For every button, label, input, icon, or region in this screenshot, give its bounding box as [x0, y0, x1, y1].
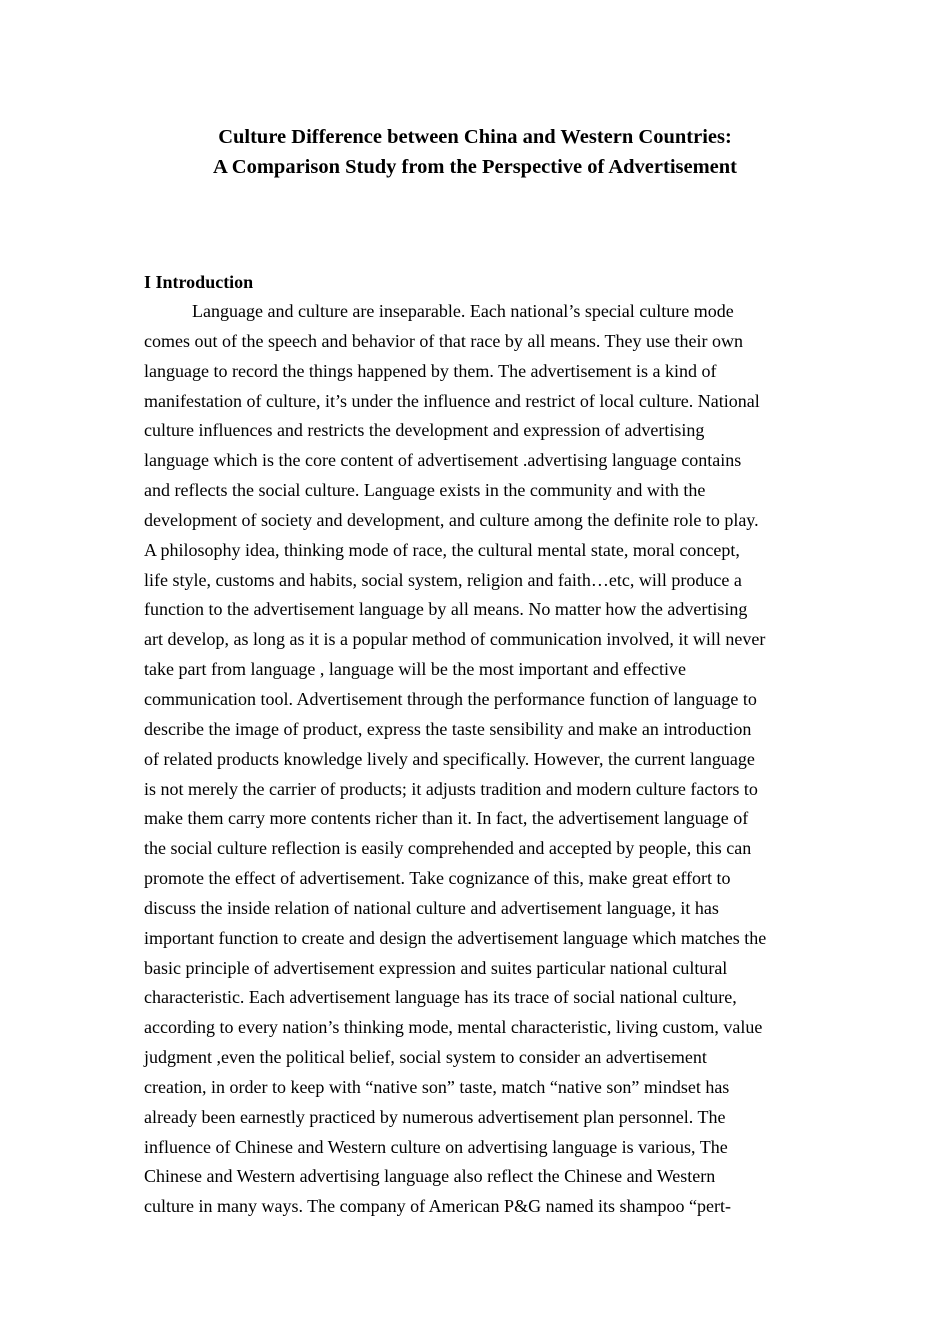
- body-line: and reflects the social culture. Language exists in the community and with the: [144, 480, 706, 501]
- body-line: discuss the inside relation of national culture and advertisement language, it has: [144, 897, 719, 918]
- body-line: is not merely the carrier of products; it adjusts tradition and modern culture factors to: [144, 778, 758, 799]
- body-line: culture influences and restricts the development and expression of advertising: [144, 420, 705, 441]
- body-line: influence of Chinese and Western culture on advertising language is various, The: [144, 1136, 728, 1157]
- body-line: Language and culture are inseparable. Each national’s special culture mode: [192, 301, 734, 321]
- title-line-1: Culture Difference between China and Western Countries:: [218, 126, 732, 148]
- body-line: A philosophy idea, thinking mode of race, the cultural mental state, moral concept,: [144, 539, 740, 560]
- body-line: function to the advertisement language by all means. No matter how the advertising: [144, 599, 748, 620]
- body-line: judgment ,even the political belief, social system to consider an advertisement: [144, 1047, 707, 1068]
- section-body: [144, 297, 766, 1222]
- body-line: manifestation of culture, it’s under the influence and restrict of local culture. National: [144, 390, 760, 411]
- body-line: comes out of the speech and behavior of that race by all means. They use their own: [144, 330, 743, 351]
- body-line: art develop, as long as it is a popular method of communication involved, it will never: [144, 629, 766, 650]
- body-line: characteristic. Each advertisement language has its trace of social national culture,: [144, 987, 737, 1008]
- section-heading: I Introduction: [144, 272, 254, 292]
- title-line-2: A Comparison Study from the Perspective of Advertisement: [212, 156, 737, 178]
- body-line: language to record the things happened by them. The advertisement is a kind of: [144, 360, 717, 381]
- body-line: life style, customs and habits, social system, religion and faith…etc, will produce a: [144, 569, 742, 590]
- body-line: important function to create and design the advertisement language which matches the: [144, 927, 767, 948]
- document-title: [0, 122, 950, 182]
- body-line: culture in many ways. The company of American P&G named its shampoo “pert-: [144, 1196, 732, 1217]
- body-line: of related products knowledge lively and specifically. However, the current language: [144, 748, 755, 769]
- body-line: already been earnestly practiced by numerous advertisement plan personnel. The: [144, 1106, 726, 1127]
- body-line: language which is the core content of advertisement .advertising language contains: [144, 450, 742, 471]
- body-line: development of society and development, and culture among the definite role to play.: [144, 509, 759, 530]
- body-line: communication tool. Advertisement through the performance function of language to: [144, 688, 757, 709]
- body-line: make them carry more contents richer than it. In fact, the advertisement language of: [144, 808, 749, 829]
- body-line: describe the image of product, express the taste sensibility and make an introduction: [144, 718, 752, 739]
- body-line: Chinese and Western advertising language also reflect the Chinese and Western: [144, 1166, 716, 1187]
- body-line: creation, in order to keep with “native son” taste, match “native son” mindset has: [144, 1076, 730, 1097]
- body-line: according to every nation’s thinking mode, mental characteristic, living custom, value: [144, 1017, 763, 1038]
- body-line: basic principle of advertisement expression and suites particular national cultural: [144, 957, 728, 978]
- body-line: take part from language , language will be the most important and effective: [144, 659, 686, 680]
- body-line: promote the effect of advertisement. Take cognizance of this, make great effort to: [144, 868, 731, 889]
- body-line: the social culture reflection is easily comprehended and accepted by people, this can: [144, 838, 752, 859]
